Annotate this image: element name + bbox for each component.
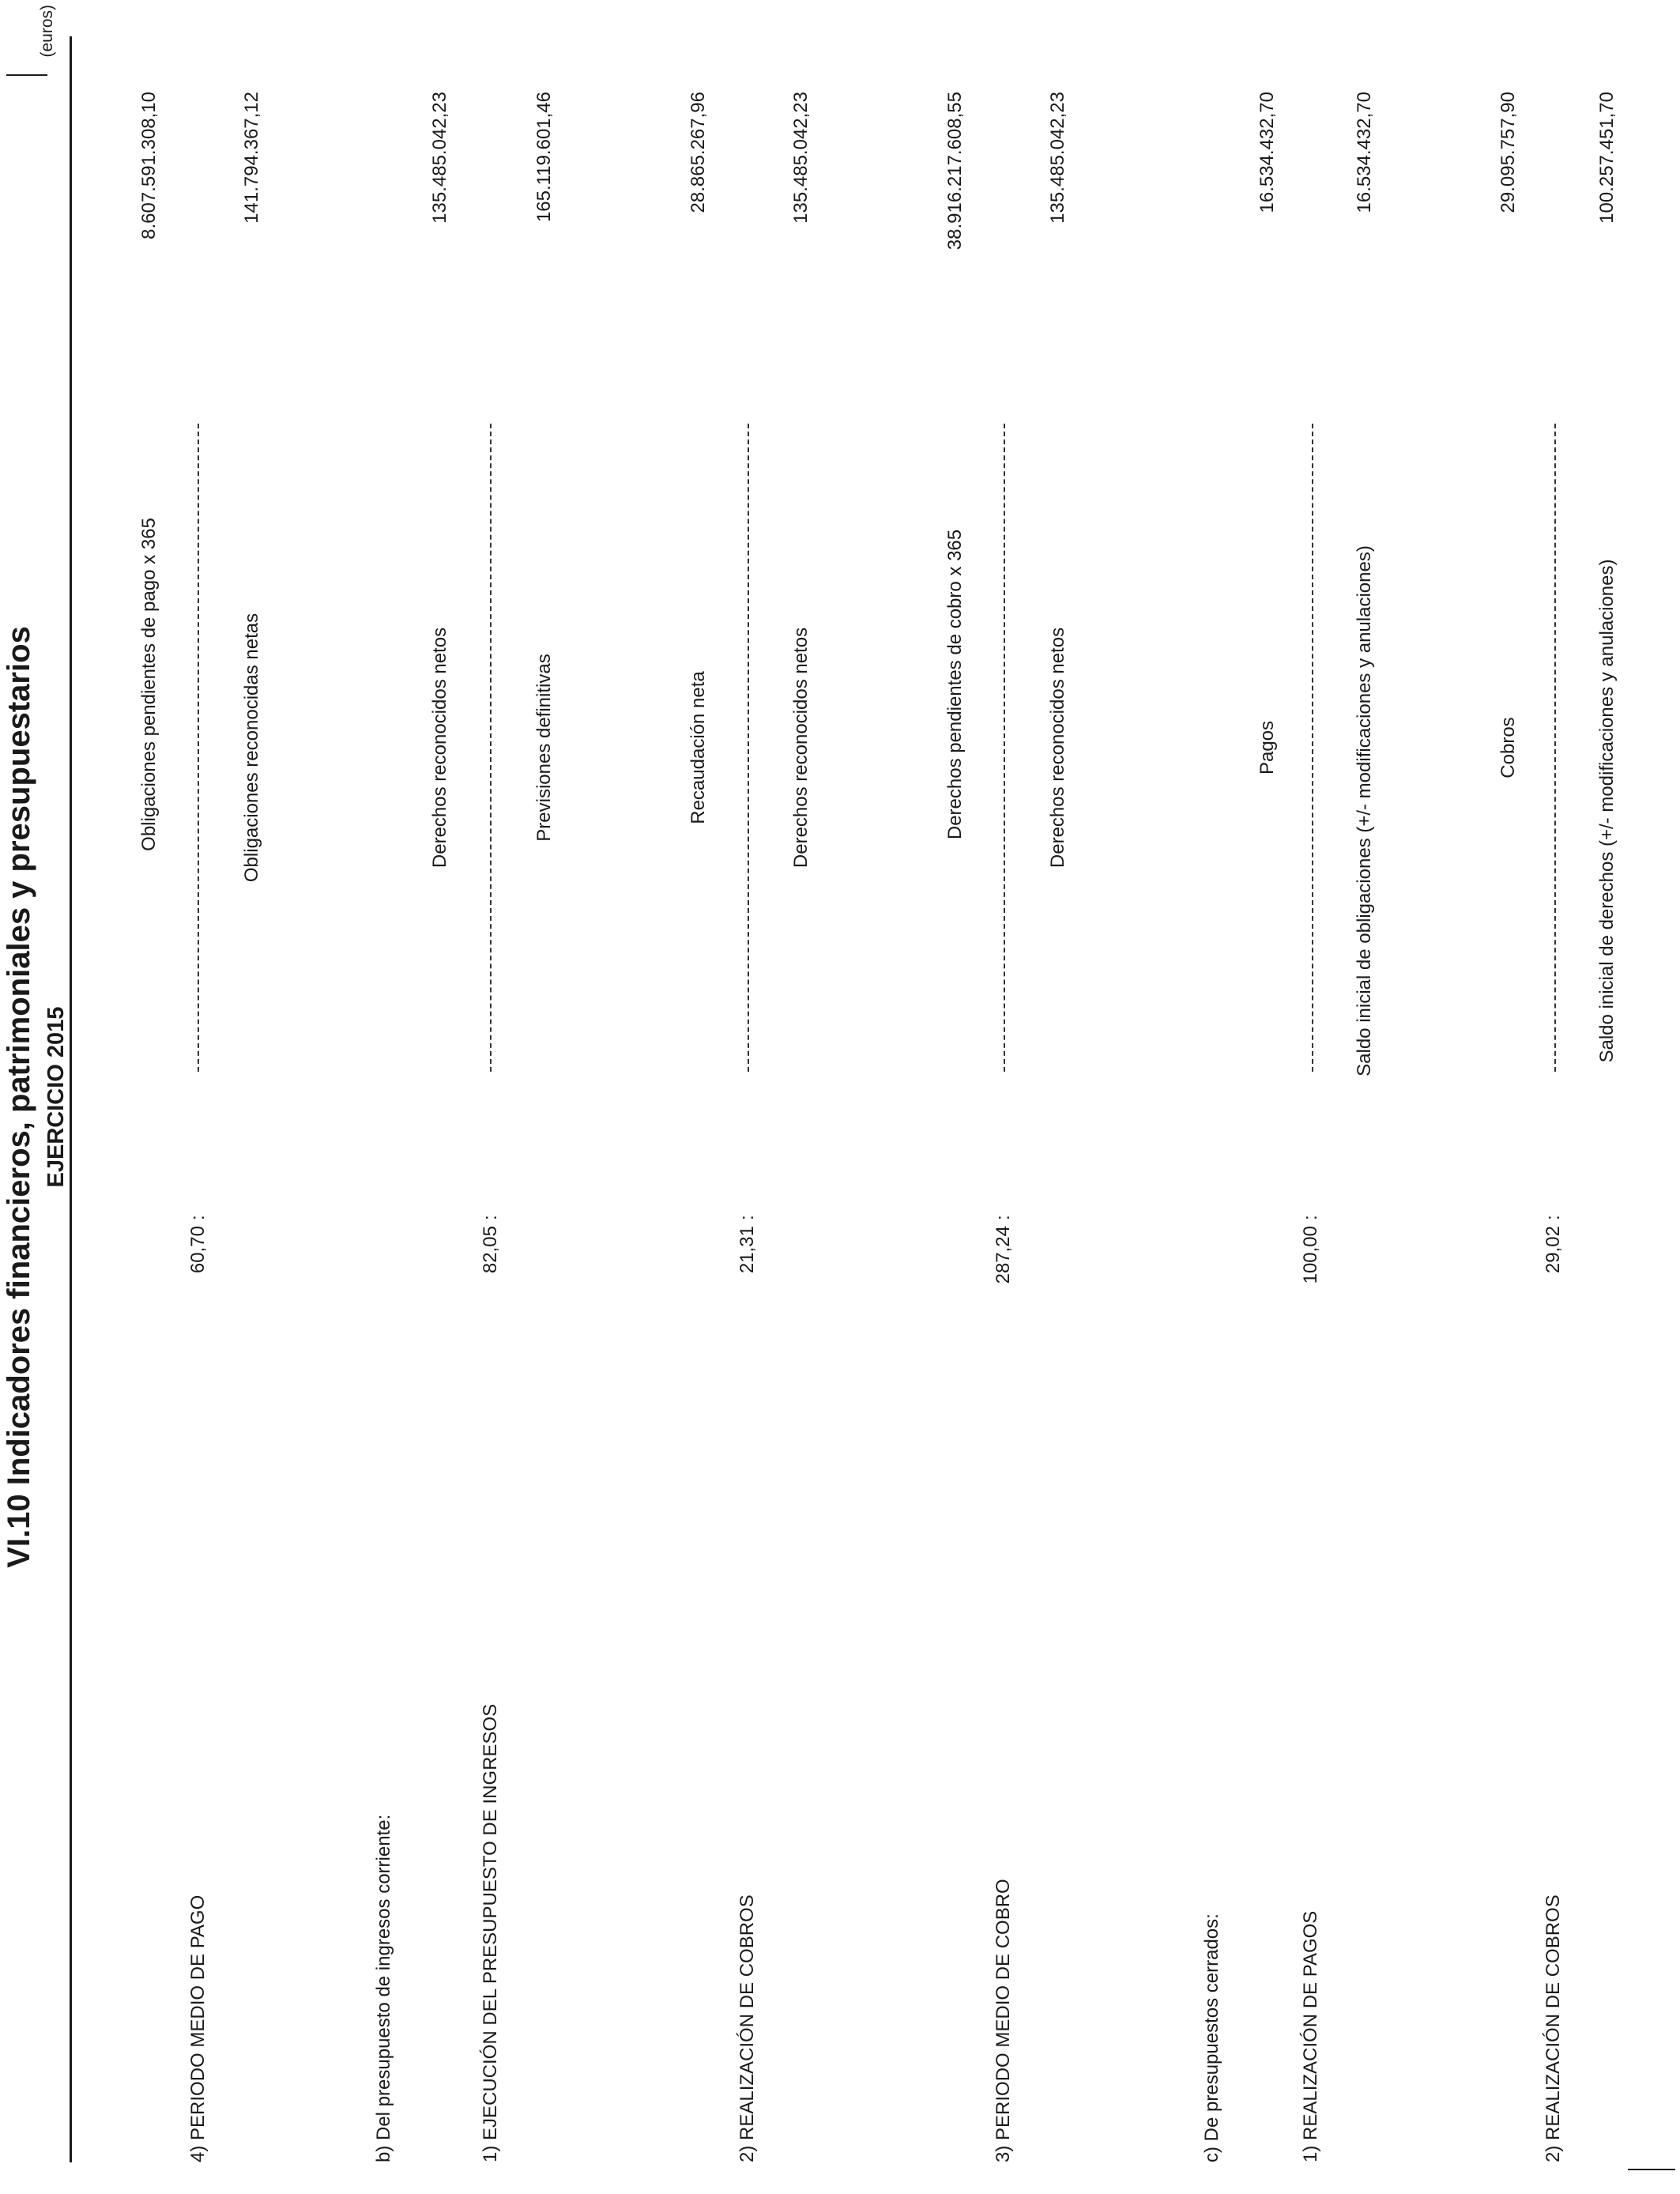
colon: : [187, 1215, 209, 1220]
denominator-value: 16.534.432,70 [1354, 92, 1375, 213]
colon: : [1543, 1215, 1564, 1220]
colon: : [993, 1215, 1014, 1220]
indicator-label: 2) REALIZACIÓN DE COBROS [736, 1894, 758, 2162]
denominator-value: 141.794.367,12 [241, 92, 262, 224]
indicator-percent: 82,05 [480, 1226, 501, 1274]
numerator-value: 16.534.432,70 [1256, 92, 1278, 213]
units-label: (euros) [38, 5, 56, 58]
fraction-rule [1312, 424, 1313, 1072]
numerator-text: Cobros [1497, 717, 1519, 778]
numerator-text: Derechos reconocidos netos [429, 627, 450, 869]
page-title: VI.10 Indicadores financieros, patrimoniales y presupuestarios [2, 626, 36, 1568]
numerator-value: 8.607.591.308,10 [138, 92, 160, 239]
footer-rule-tick [1628, 2169, 1675, 2170]
denominator-text: Derechos reconocidos netos [1047, 627, 1068, 869]
numerator-value: 29.095.757,90 [1497, 92, 1519, 213]
page-subtitle: EJERCICIO 2015 [43, 1006, 69, 1188]
colon: : [1300, 1215, 1321, 1220]
indicator-label: 2) REALIZACIÓN DE COBROS [1543, 1894, 1564, 2162]
colon: : [736, 1215, 758, 1220]
indicator-percent: 60,70 [187, 1226, 209, 1274]
header-rule [70, 36, 72, 2162]
denominator-text: Saldo inicial de derechos (+/- modificaciones y anulaciones) [1596, 559, 1618, 1063]
numerator-text: Obligaciones pendientes de pago x 365 [138, 518, 160, 851]
denominator-text: Derechos reconocidos netos [790, 627, 812, 869]
indicator-label: 1) EJECUCIÓN DEL PRESUPUESTO DE INGRESOS [480, 1703, 501, 2162]
indicator-label: 3) PERIODO MEDIO DE COBRO [993, 1879, 1014, 2162]
numerator-text: Pagos [1256, 720, 1278, 775]
indicator-percent: 29,02 [1543, 1226, 1564, 1274]
numerator-value: 28.865.267,96 [687, 92, 709, 213]
indicator-label: 1) REALIZACIÓN DE PAGOS [1300, 1910, 1321, 2162]
numerator-value: 135.485.042,23 [429, 92, 450, 224]
colon: : [480, 1215, 501, 1220]
indicator-label: 4) PERIODO MEDIO DE PAGO [187, 1894, 209, 2162]
numerator-text: Derechos pendientes de cobro x 365 [944, 529, 966, 840]
denominator-text: Saldo inicial de obligaciones (+/- modificaciones y anulaciones) [1354, 545, 1375, 1076]
section-heading: b) Del presupuesto de ingresos corriente: [373, 1814, 394, 2162]
denominator-value: 135.485.042,23 [1047, 92, 1068, 224]
indicator-percent: 21,31 [736, 1226, 758, 1274]
fraction-rule [490, 424, 492, 1072]
fraction-rule [1004, 424, 1005, 1072]
denominator-value: 135.485.042,23 [790, 92, 812, 224]
indicator-percent: 100,00 [1300, 1226, 1321, 1284]
numerator-text: Recaudación neta [687, 671, 709, 824]
fraction-rule [1554, 424, 1556, 1072]
denominator-value: 100.257.451,70 [1596, 92, 1618, 224]
numerator-value: 38.916.217.608,55 [944, 92, 966, 251]
denominator-text: Previsiones definitivas [533, 654, 555, 842]
denominator-value: 165.119.601,46 [533, 92, 555, 223]
indicator-percent: 287,24 [993, 1226, 1014, 1284]
section-heading: c) De presupuestos cerrados: [1201, 1913, 1222, 2162]
denominator-text: Obligaciones reconocidas netas [241, 613, 262, 883]
fraction-rule [748, 424, 749, 1072]
fraction-rule [198, 424, 199, 1072]
